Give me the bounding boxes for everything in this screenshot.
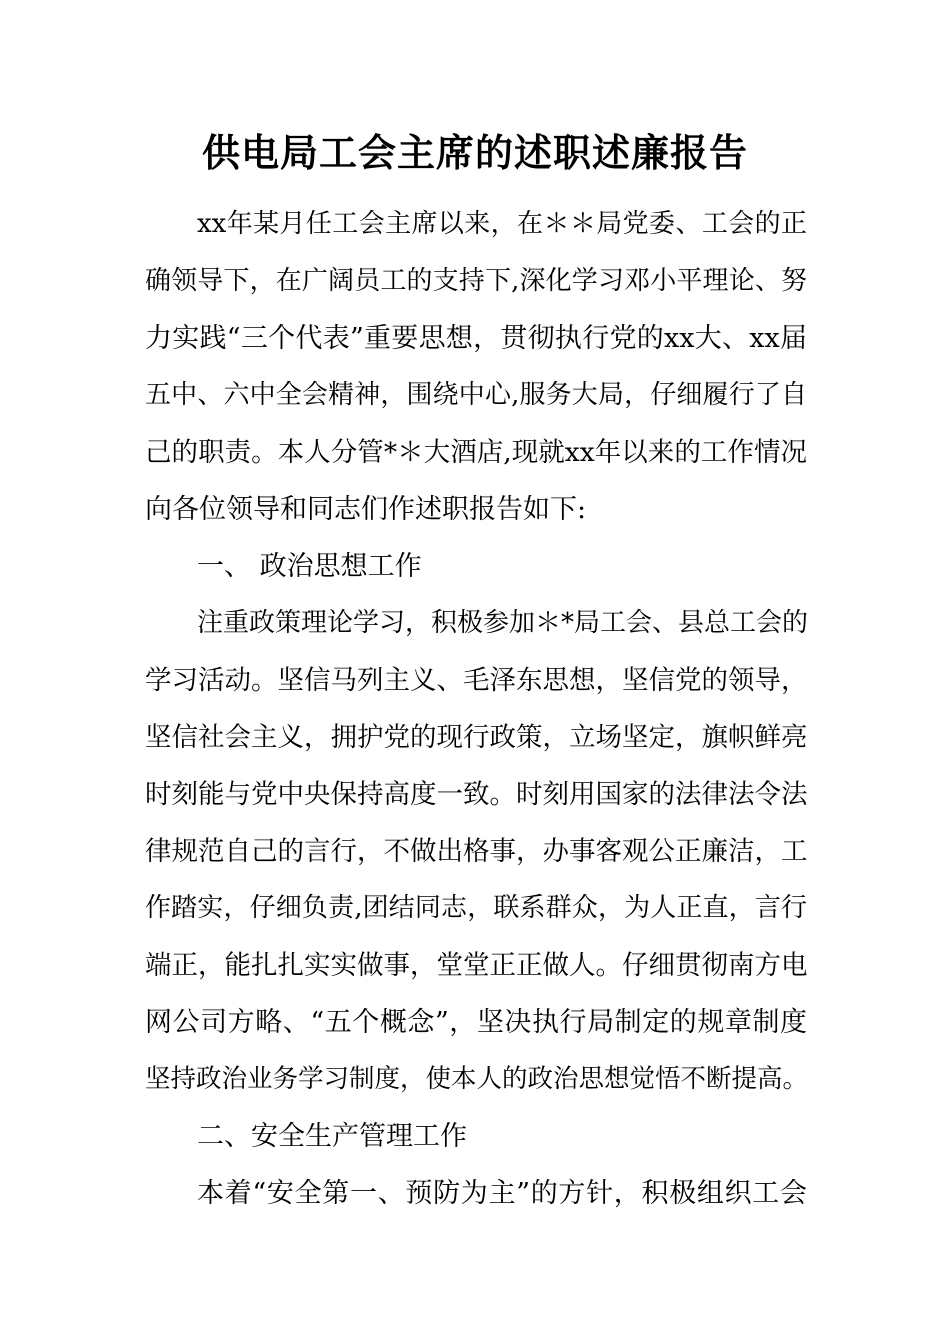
paragraph-line: 律规范自己的言行，不做出格事，办事客观公正廉洁，工 [145, 836, 808, 867]
paragraph-line: 作踏实，仔细负责,团结同志，联系群众，为人正直，言行 [145, 893, 807, 923]
paragraph-line: 力实践“三个代表”重要思想，贯彻执行党的xx大、xx届 [145, 323, 807, 354]
paragraph-line: 网公司方略、“五个概念”，坚决执行局制定的规章制度 [145, 1007, 807, 1038]
paragraph-line: 学习活动。坚信马列主义、毛泽东思想，坚信党的领导， [145, 665, 808, 696]
paragraph-line: 确领导下，在广阔员工的支持下,深化学习邓小平理论、努 [145, 266, 807, 296]
document-title: 供电局工会主席的述职述廉报告 [201, 130, 748, 175]
section-heading-1: 一、 政治思想工作 [197, 551, 422, 582]
paragraph-line: 坚持政治业务学习制度，使本人的政治思想觉悟不断提高。 [145, 1064, 809, 1094]
paragraph-line: 端正，能扎扎实实做事，堂堂正正做人。仔细贯彻南方电 [145, 950, 808, 981]
paragraph-line: 向各位领导和同志们作述职报告如下: [145, 494, 587, 525]
paragraph-line: 五中、六中全会精神，围绕中心,服务大局，仔细履行了自 [145, 380, 807, 410]
paragraph-line: 本着“安全第一、预防为主”的方针，积极组织工会 [197, 1178, 807, 1209]
paragraph-line: 注重政策理论学习，积极参加＊*局工会、县总工会的 [197, 608, 809, 638]
paragraph-line: 坚信社会主义，拥护党的现行政策，立场坚定，旗帜鲜亮 [145, 722, 808, 753]
section-heading-2: 二、安全生产管理工作 [197, 1121, 467, 1152]
paragraph-line: xx年某月任工会主席以来，在＊＊局党委、工会的正 [197, 209, 807, 239]
paragraph-line: 时刻能与党中央保持高度一致。时刻用国家的法律法令法 [145, 779, 808, 810]
paragraph-line: 己的职责。本人分管*＊大酒店,现就xx年以来的工作情况 [145, 437, 807, 468]
